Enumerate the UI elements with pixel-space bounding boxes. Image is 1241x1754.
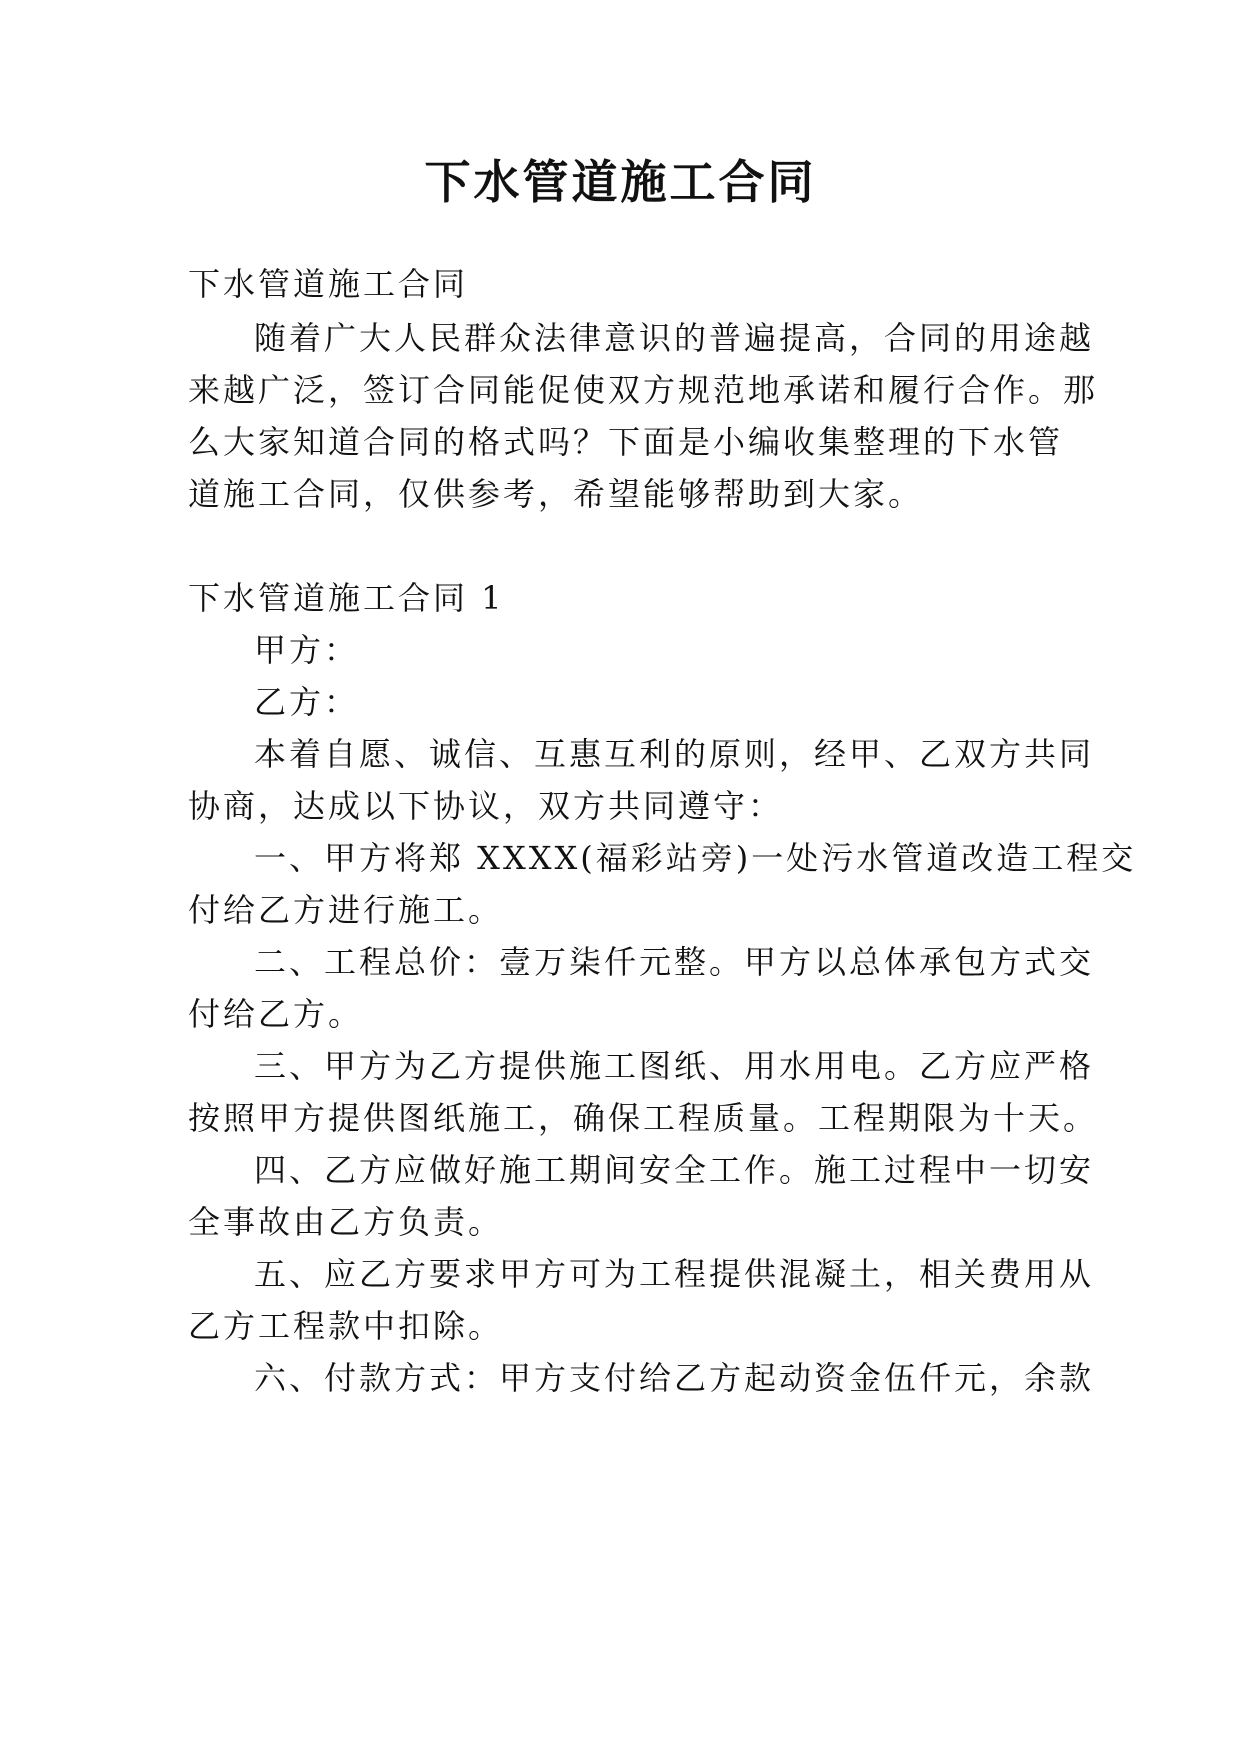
contract-line: 付给乙方。	[188, 995, 364, 1033]
intro-line: 随着广大人民群众法律意识的普遍提高，合同的用途越	[254, 319, 1095, 357]
contract-line: 六、付款方式：甲方支付给乙方起动资金伍仟元，余款	[254, 1359, 1095, 1397]
contract-line: 五、应乙方要求甲方可为工程提供混凝土，相关费用从	[254, 1255, 1095, 1293]
contract-line: 全事故由乙方负责。	[188, 1203, 504, 1241]
contract-line: 本着自愿、诚信、互惠互利的原则，经甲、乙双方共同	[254, 735, 1095, 773]
contract-line: 付给乙方进行施工。	[188, 891, 504, 929]
contract-line: 四、乙方应做好施工期间安全工作。施工过程中一切安	[254, 1151, 1095, 1189]
contract-line: 乙方工程款中扣除。	[188, 1307, 504, 1345]
intro-line: 么大家知道合同的格式吗？下面是小编收集整理的下水管	[188, 423, 1064, 461]
contract-line: 协商，达成以下协议，双方共同遵守：	[188, 787, 784, 825]
contract-heading: 下水管道施工合同 1	[188, 579, 505, 617]
contract-line: 二、工程总价：壹万柒仟元整。甲方以总体承包方式交	[254, 943, 1095, 981]
document-title: 下水管道施工合同	[424, 155, 817, 209]
contract-line: 三、甲方为乙方提供施工图纸、用水用电。乙方应严格	[254, 1047, 1095, 1085]
party-a-label: 甲方：	[254, 631, 360, 669]
contract-line: 一、甲方将郑 XXXX(福彩站旁)一处污水管道改造工程交	[254, 839, 1137, 877]
intro-heading: 下水管道施工合同	[188, 265, 469, 303]
intro-line: 道施工合同，仅供参考，希望能够帮助到大家。	[188, 475, 924, 513]
contract-line: 按照甲方提供图纸施工，确保工程质量。工程期限为十天。	[188, 1099, 1099, 1137]
party-b-label: 乙方：	[254, 683, 360, 721]
intro-line: 来越广泛，签订合同能促使双方规范地承诺和履行合作。那	[188, 371, 1099, 409]
